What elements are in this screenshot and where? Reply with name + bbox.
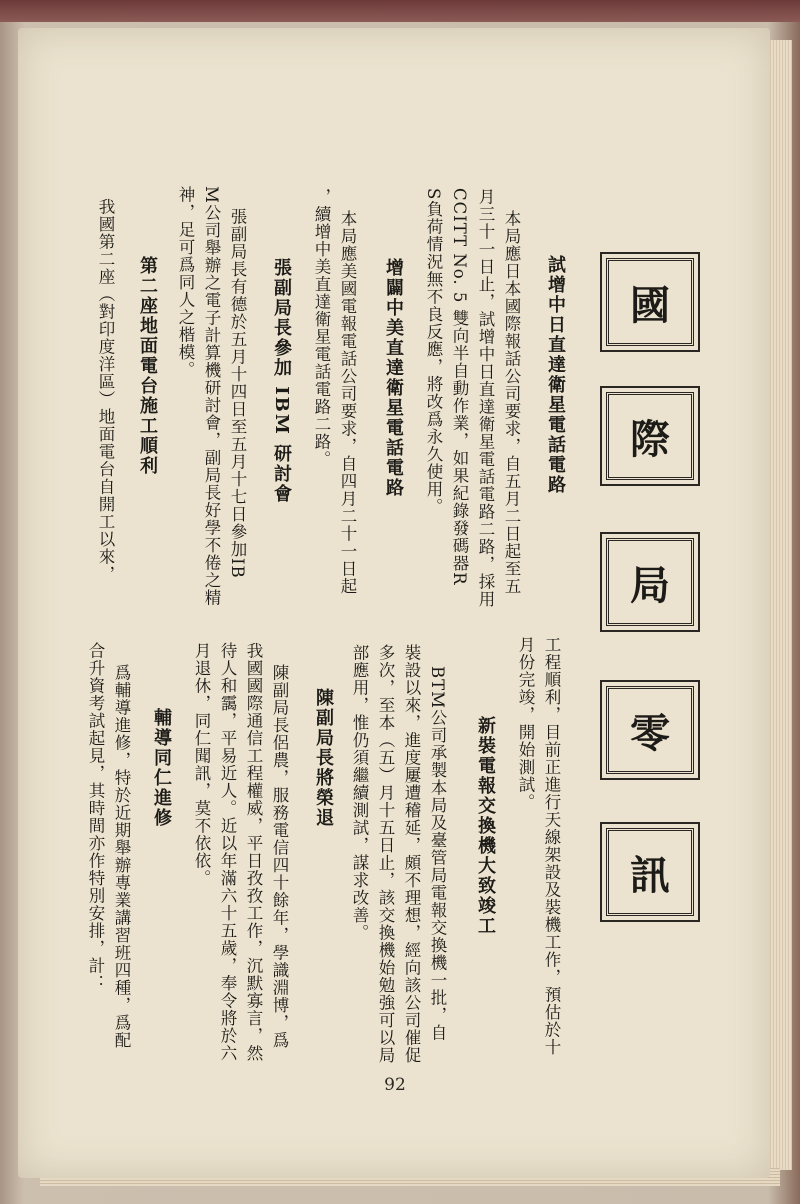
book-binding <box>0 0 800 22</box>
body-line: BTM公司承製本局及臺管局電報交換機一批，自 <box>428 666 447 1042</box>
title-char: 訊 <box>630 851 670 899</box>
title-char: 際 <box>630 415 670 463</box>
body-line: 神，足可爲同人之楷模。 <box>176 186 195 379</box>
body-line: S負荷情況無不良反應，將改爲永久使用。 <box>424 188 443 516</box>
title-char: 局 <box>630 561 670 609</box>
body-line: 我國國際通信工程權威，平日孜孜工作，沉默寡言，然 <box>244 642 263 1062</box>
body-line: 部應用，惟仍須繼續測試，謀求改善。 <box>350 644 369 942</box>
body-line: 本局應日本國際報話公司要求，自五月二日起至五 <box>502 210 521 595</box>
title-char-box <box>606 392 694 480</box>
section-heading: 新裝電報交換機大致竣工 <box>475 716 496 936</box>
body-line: 我國第二座（對印度洋區）地面電台自開工以來， <box>96 198 115 583</box>
body-line: 合升資考試起見，其時間亦作特別安排，計： <box>86 642 105 992</box>
body-line: 張副局長有德於五月十四日至五月十七日參加IB <box>228 208 247 579</box>
body-line: 多次，至本（五）月十五日止，該交換機始勉強可以局 <box>376 644 395 1064</box>
title-char: 零 <box>630 709 670 757</box>
section-heading: 陳副局長將榮退 <box>313 688 334 828</box>
body-line: 待人和靄，平易近人。近以年滿六十五歲，奉令將於六 <box>218 642 237 1062</box>
title-char-box <box>606 828 694 916</box>
body-line: 月三十一日止，試增中日直達衛星電話電路二路，採用 <box>476 188 495 608</box>
body-line: CCITT No. 5 雙向半自動作業，如果紀錄發碼器R <box>450 188 469 586</box>
body-line: 工程順利，目前正進行天線架設及裝機工作，預估於十 <box>542 636 561 1056</box>
section-heading: 輔導同仁進修 <box>151 708 172 828</box>
title-char-box <box>606 538 694 626</box>
body-line: 月退休，同仁聞訊，莫不依依。 <box>192 642 211 887</box>
section-heading: 張副局長參加 IBM 研討會 <box>271 258 292 505</box>
body-line: M公司舉辦之電子計算機研討會，副局長好學不倦之精 <box>202 186 221 607</box>
body-line: ，續增中美直達衛星電話電路二路。 <box>312 188 331 468</box>
page-number: 92 <box>384 1075 406 1095</box>
body-line: 陳副局長侶農，服務電信四十餘年，學識淵博，爲 <box>270 664 289 1049</box>
title-char: 國 <box>630 281 670 329</box>
section-heading: 第二座地面電台施工順利 <box>137 256 158 476</box>
body-line: 本局應美國電報電話公司要求，自四月二十一日起 <box>338 210 357 595</box>
body-line: 裝設以來，進度屢遭稽延，頗不理想，經向該公司催促 <box>402 644 421 1064</box>
title-char-box <box>606 686 694 774</box>
section-heading: 增闢中美直達衛星電話電路 <box>383 258 404 498</box>
body-line: 爲輔導進修，特於近期舉辦專業講習班四種，爲配 <box>112 664 131 1049</box>
title-char-box <box>606 258 694 346</box>
body-line: 月份完竣，開始測試。 <box>516 636 535 811</box>
section-heading: 試增中日直達衛星電話電路 <box>545 255 566 495</box>
